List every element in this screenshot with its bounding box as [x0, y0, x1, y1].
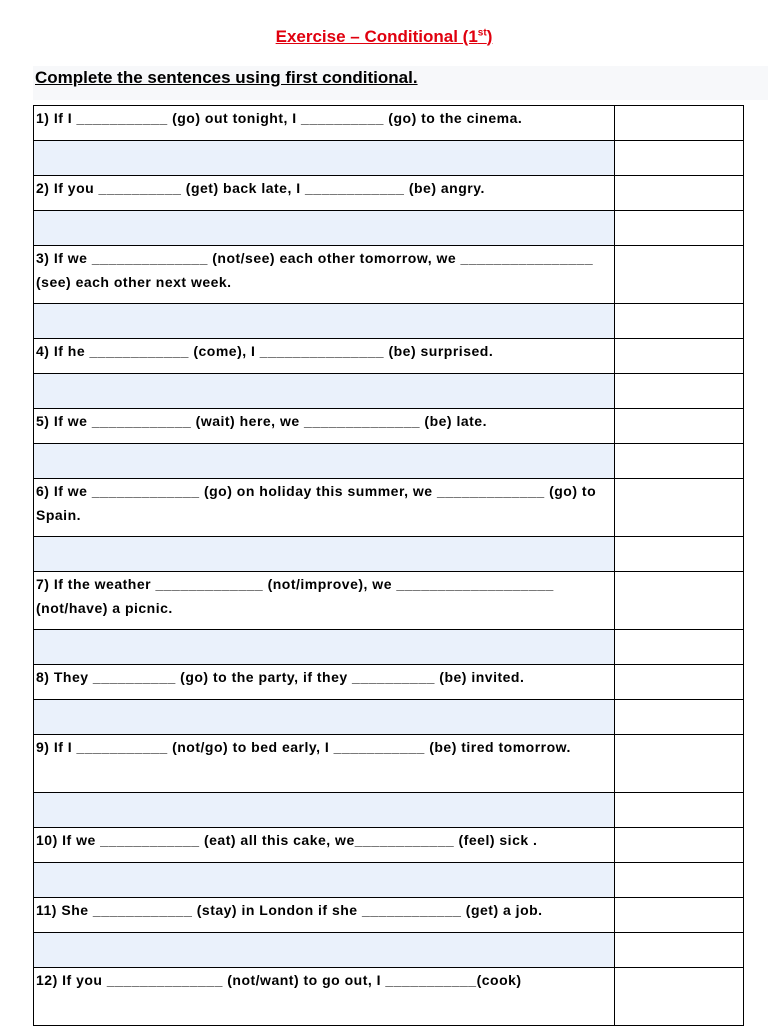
answer-row-4 — [34, 374, 744, 409]
answer-field[interactable] — [34, 700, 615, 735]
answer-field[interactable] — [34, 793, 615, 828]
question-text: 12) If you ______________ (not/want) to go out, I ___________(cook) — [36, 972, 522, 988]
answer-row-1 — [34, 141, 744, 176]
question-text: 3) If we ______________ (not/see) each other tomorrow, we ________________ (see) each other next week. — [36, 250, 594, 290]
exercise-table — [33, 105, 744, 1026]
question-text: 9) If I ___________ (not/go) to bed early, I ___________ (be) tired tomorrow. — [36, 739, 571, 755]
question-cell — [34, 898, 615, 933]
question-cell — [34, 176, 615, 211]
title-superscript: st — [477, 27, 487, 39]
title-end: ) — [486, 27, 493, 46]
question-cell — [34, 968, 615, 1026]
answer-row-5 — [34, 444, 744, 479]
side-cell — [615, 444, 744, 479]
question-cell — [34, 735, 615, 793]
answer-row-3 — [34, 304, 744, 339]
question-cell — [34, 479, 615, 537]
answer-row-6 — [34, 537, 744, 572]
side-cell — [615, 106, 744, 141]
page-title — [0, 27, 768, 47]
question-row-1 — [34, 106, 744, 141]
title-text: Exercise – Conditional (1 — [275, 27, 478, 46]
question-text: 1) If I ___________ (go) out tonight, I __________ (go) to the cinema. — [36, 110, 523, 126]
side-cell — [615, 537, 744, 572]
side-cell — [615, 933, 744, 968]
side-cell — [615, 863, 744, 898]
question-cell — [34, 246, 615, 304]
question-row-5 — [34, 409, 744, 444]
question-cell — [34, 409, 615, 444]
question-text: 4) If he ____________ (come), I _______________ (be) surprised. — [36, 343, 494, 359]
side-cell — [615, 246, 744, 304]
side-cell — [615, 211, 744, 246]
side-cell — [615, 304, 744, 339]
answer-field[interactable] — [34, 141, 615, 176]
answer-field[interactable] — [34, 933, 615, 968]
question-row-11 — [34, 898, 744, 933]
question-row-9 — [34, 735, 744, 793]
side-cell — [615, 409, 744, 444]
side-cell — [615, 968, 744, 1026]
question-text: 5) If we ____________ (wait) here, we ______________ (be) late. — [36, 413, 487, 429]
answer-row-8 — [34, 700, 744, 735]
question-row-4 — [34, 339, 744, 374]
question-row-8 — [34, 665, 744, 700]
answer-field[interactable] — [34, 630, 615, 665]
answer-field[interactable] — [34, 304, 615, 339]
answer-row-7 — [34, 630, 744, 665]
question-cell — [34, 828, 615, 863]
question-row-2 — [34, 176, 744, 211]
answer-row-11 — [34, 933, 744, 968]
question-text: 6) If we _____________ (go) on holiday this summer, we _____________ (go) to Spain. — [36, 483, 597, 523]
side-cell — [615, 828, 744, 863]
side-cell — [615, 700, 744, 735]
question-text: 8) They __________ (go) to the party, if they __________ (be) invited. — [36, 669, 525, 685]
question-cell — [34, 339, 615, 374]
answer-field[interactable] — [34, 374, 615, 409]
side-cell — [615, 793, 744, 828]
answer-row-10 — [34, 863, 744, 898]
answer-field[interactable] — [34, 211, 615, 246]
side-cell — [615, 374, 744, 409]
answer-field[interactable] — [34, 444, 615, 479]
answer-row-2 — [34, 211, 744, 246]
question-text: 11) She ____________ (stay) in London if she ____________ (get) a job. — [36, 902, 543, 918]
side-cell — [615, 479, 744, 537]
answer-field[interactable] — [34, 537, 615, 572]
question-text: 2) If you __________ (get) back late, I ____________ (be) angry. — [36, 180, 485, 196]
answer-row-9 — [34, 793, 744, 828]
question-row-12 — [34, 968, 744, 1026]
side-cell — [615, 141, 744, 176]
side-cell — [615, 735, 744, 793]
question-cell — [34, 572, 615, 630]
question-cell — [34, 106, 615, 141]
question-row-10 — [34, 828, 744, 863]
question-row-3 — [34, 246, 744, 304]
side-cell — [615, 898, 744, 933]
answer-field[interactable] — [34, 863, 615, 898]
question-text: 7) If the weather _____________ (not/improve), we ___________________ (not/have) a picnic. — [36, 576, 554, 616]
question-row-7 — [34, 572, 744, 630]
instructions-text: Complete the sentences using first conditional. — [35, 68, 418, 87]
question-row-6 — [34, 479, 744, 537]
side-cell — [615, 176, 744, 211]
side-cell — [615, 572, 744, 630]
instructions-bar — [33, 66, 768, 100]
question-text: 10) If we ____________ (eat) all this cake, we____________ (feel) sick . — [36, 832, 538, 848]
side-cell — [615, 665, 744, 700]
side-cell — [615, 630, 744, 665]
side-cell — [615, 339, 744, 374]
question-cell — [34, 665, 615, 700]
